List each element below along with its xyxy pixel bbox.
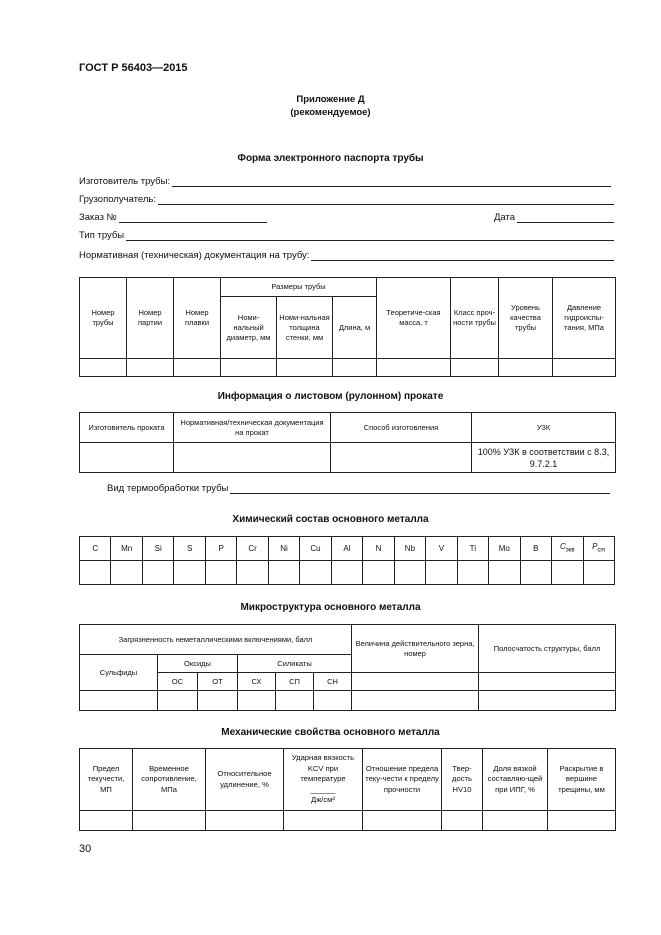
cell[interactable] <box>394 561 425 585</box>
col-batch-number: Номер партии <box>127 278 174 359</box>
cell[interactable] <box>174 561 205 585</box>
cell[interactable] <box>489 561 520 585</box>
cell[interactable] <box>552 561 583 585</box>
manufacturer-line <box>172 176 611 187</box>
chem-col-p: P <box>205 537 236 561</box>
chem-col-al: Al <box>331 537 362 561</box>
col-hardness: Твер-дость HV10 <box>442 749 483 811</box>
normative-doc-label: Нормативная (техническая) документация на трубу: <box>79 250 310 261</box>
col-nominal-wall: Номи-нальная толщина стенки, мм <box>277 297 333 359</box>
cell[interactable] <box>238 691 276 711</box>
appendix-title: Приложение Д <box>296 94 365 105</box>
col-silicates: Силикаты <box>238 655 352 673</box>
col-sheet-manufacturer: Изготовитель проката <box>80 413 174 443</box>
cell[interactable] <box>520 561 551 585</box>
manufacturer-label: Изготовитель трубы: <box>79 176 171 187</box>
chem-col-p-cm-subscript: cm <box>597 547 606 554</box>
cell[interactable] <box>277 359 333 377</box>
chem-col-cr: Cr <box>237 537 268 561</box>
chem-col-c-eq-symbol: C <box>559 541 566 551</box>
cell[interactable] <box>158 691 198 711</box>
col-quality-level: Уровень качества трубы <box>499 278 553 359</box>
mech-section-title: Механические свойства основного металла <box>221 727 440 738</box>
cell[interactable] <box>377 359 451 377</box>
cell[interactable] <box>205 561 236 585</box>
chem-col-p-cm <box>583 537 615 561</box>
micro-section-title: Микроструктура основного металла <box>240 602 421 613</box>
chem-col-mn: Mn <box>111 537 142 561</box>
cell[interactable] <box>426 561 457 585</box>
heat-treatment-field <box>107 483 610 494</box>
date-line <box>517 212 614 223</box>
col-contamination: Загрязненность неметаллическими включениями, балл <box>80 625 352 655</box>
appendix-heading <box>0 93 661 119</box>
chem-table <box>79 536 615 585</box>
chem-col-nb: Nb <box>394 537 425 561</box>
date-field <box>494 212 614 223</box>
chem-col-mo: Mo <box>489 537 520 561</box>
col-pipe-number: Номер трубы <box>80 278 127 359</box>
pipe-type-label: Тип трубы <box>79 230 125 241</box>
chem-col-si: Si <box>142 537 173 561</box>
col-ratio: Отношение предела теку-чести к пределу прочности <box>363 749 442 811</box>
pipe-type-line <box>126 230 614 241</box>
micro-data-row <box>80 691 616 711</box>
cell[interactable] <box>314 691 352 711</box>
cell[interactable] <box>221 359 277 377</box>
col-oc: ОС <box>158 673 198 691</box>
cell[interactable] <box>333 359 377 377</box>
cell[interactable] <box>127 359 174 377</box>
col-hydrotest-pressure: Давление гидроиспы-тания, МПа <box>553 278 616 359</box>
cell[interactable] <box>363 811 442 831</box>
col-yield: Предел текучести, МП <box>80 749 133 811</box>
heat-treatment-line <box>230 483 610 494</box>
cell[interactable] <box>284 811 363 831</box>
cell[interactable] <box>300 561 331 585</box>
heat-treatment-label: Вид термообработки трубы <box>107 483 229 494</box>
cell[interactable] <box>237 561 268 585</box>
cell[interactable] <box>80 443 174 473</box>
cell[interactable] <box>174 359 221 377</box>
sheet-table <box>79 412 616 473</box>
pipe-table <box>79 277 616 377</box>
date-label: Дата <box>494 212 516 223</box>
impact-blank: ______ <box>310 784 336 794</box>
chem-col-ti: Ti <box>457 537 488 561</box>
chem-col-b: B <box>520 537 551 561</box>
col-elongation: Относительное удлинение, % <box>206 749 284 811</box>
col-ot: ОТ <box>198 673 238 691</box>
cell[interactable] <box>111 561 142 585</box>
document-header: ГОСТ Р 56403—2015 <box>79 62 188 74</box>
cell[interactable] <box>352 691 479 711</box>
col-impact <box>284 749 363 811</box>
cell[interactable] <box>583 561 615 585</box>
col-sn: СН <box>314 673 352 691</box>
cell[interactable] <box>276 691 314 711</box>
cell[interactable] <box>479 673 616 691</box>
cell[interactable] <box>142 561 173 585</box>
chem-col-ni: Ni <box>268 537 299 561</box>
cell[interactable] <box>331 443 472 473</box>
order-label: Заказ № <box>79 212 117 223</box>
chem-col-v: V <box>426 537 457 561</box>
col-sheet-normative-doc: Нормативная/техническая документация на прокат <box>174 413 331 443</box>
chem-col-c-eq-subscript: экв <box>565 547 575 554</box>
pipe-data-row <box>80 359 616 377</box>
micro-table <box>79 624 616 711</box>
cell[interactable] <box>363 561 394 585</box>
cell[interactable] <box>80 359 127 377</box>
mech-data-row <box>80 811 616 831</box>
col-theoretical-mass: Теоретиче-ская масса, т <box>377 278 451 359</box>
ut-value: 100% УЗК в соответствии с 8.3, 9.7.2.1 <box>472 443 616 473</box>
order-field <box>79 212 267 223</box>
col-ut: УЗК <box>472 413 616 443</box>
cell[interactable] <box>80 811 133 831</box>
order-line <box>119 212 267 223</box>
impact-unit: Дж/см² <box>311 795 335 805</box>
chem-col-c-eq <box>552 537 583 561</box>
col-ductile: Доля вязкой составляю-щей при ИПГ, % <box>483 749 548 811</box>
sheet-section-title: Информация о листовом (рулонном) прокате <box>217 391 444 402</box>
consignee-line <box>158 194 614 205</box>
cell[interactable] <box>442 811 483 831</box>
cell[interactable] <box>457 561 488 585</box>
cell[interactable] <box>133 811 206 831</box>
col-manufacturing-method: Способ изготовления <box>331 413 472 443</box>
col-heat-number: Номер плавки <box>174 278 221 359</box>
cell[interactable] <box>268 561 299 585</box>
col-strength-class: Класс проч-ности трубы <box>451 278 499 359</box>
normative-doc-field <box>79 250 614 261</box>
consignee-label: Грузополучатель: <box>79 194 156 205</box>
impact-label: Ударная вязкость KCV при температуре <box>291 753 355 784</box>
cell[interactable] <box>451 359 499 377</box>
col-nominal-diameter: Номи-нальный диаметр, мм <box>221 297 277 359</box>
chem-col-cu: Cu <box>300 537 331 561</box>
cell[interactable] <box>352 673 479 691</box>
cell[interactable] <box>198 691 238 711</box>
cell[interactable] <box>553 359 616 377</box>
consignee-field <box>79 194 614 205</box>
cell[interactable] <box>479 691 616 711</box>
form-title: Форма электронного паспорта трубы <box>237 153 424 164</box>
col-grain-size: Величина действительного зерна, номер <box>352 625 479 673</box>
chem-col-p-cm-symbol: P <box>592 541 598 551</box>
cell[interactable] <box>499 359 553 377</box>
mech-table <box>79 748 616 831</box>
cell[interactable] <box>80 691 158 711</box>
cell[interactable] <box>174 443 331 473</box>
chem-col-n: N <box>363 537 394 561</box>
pipe-type-field <box>79 230 614 241</box>
cell[interactable] <box>206 811 284 831</box>
col-length: Длина, м <box>333 297 377 359</box>
cell[interactable] <box>548 811 616 831</box>
cell[interactable] <box>483 811 548 831</box>
normative-doc-line <box>311 250 614 261</box>
col-sx: СХ <box>238 673 276 691</box>
page-number: 30 <box>79 843 92 855</box>
chem-section-title: Химический состав основного металла <box>232 514 429 525</box>
manufacturer-field <box>79 176 611 187</box>
appendix-subtitle: (рекомендуемое) <box>290 107 371 118</box>
chem-col-c: C <box>80 537 111 561</box>
col-sp: СП <box>276 673 314 691</box>
cell[interactable] <box>331 561 362 585</box>
col-banding: Полосчатость структуры, балл <box>479 625 616 673</box>
col-oxides: Оксиды <box>158 655 238 673</box>
chem-col-s: S <box>174 537 205 561</box>
cell[interactable] <box>80 561 111 585</box>
col-crack-opening: Раскрытие в вершине трещины, мм <box>548 749 616 811</box>
col-tensile: Временное сопротивление, МПа <box>133 749 206 811</box>
col-sulfides: Сульфиды <box>80 655 158 691</box>
col-dimensions: Размеры трубы <box>221 278 377 297</box>
